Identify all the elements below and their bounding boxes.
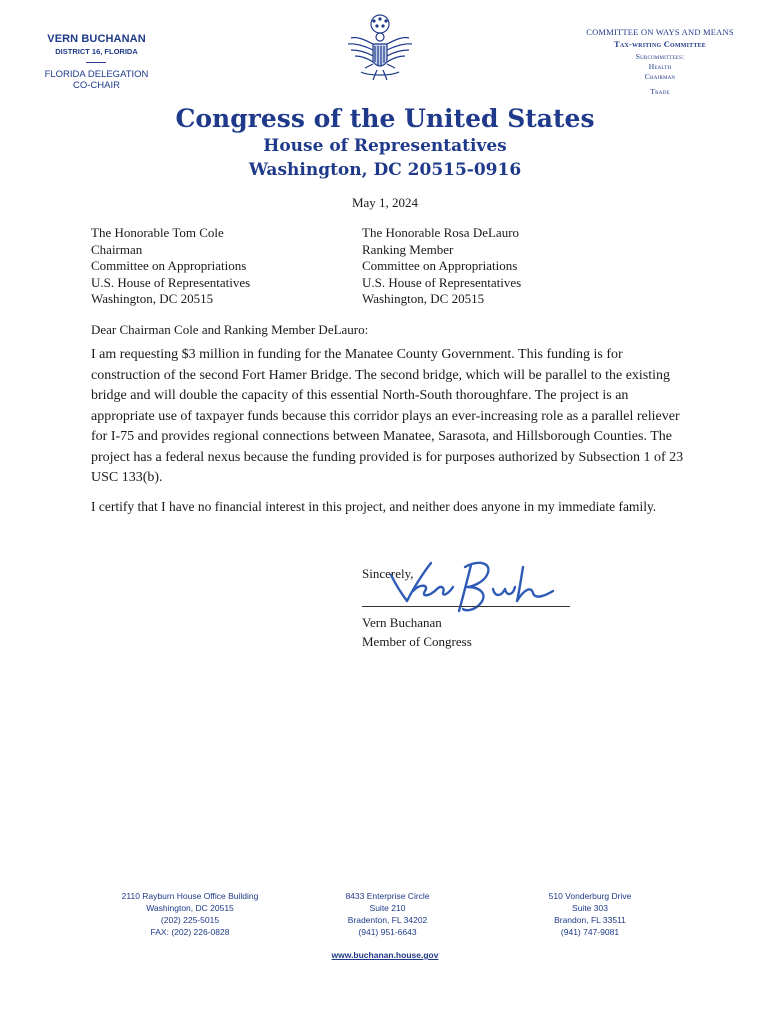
address-line: Committee on Appropriations — [91, 258, 247, 273]
subcommittee-health — [560, 62, 760, 82]
letter-date: May 1, 2024 — [351, 195, 419, 210]
delegation-role — [0, 69, 193, 91]
signature-line — [362, 606, 570, 607]
subcommittee-health-role: Chairman — [644, 72, 676, 81]
recipient-address-2 — [362, 225, 521, 308]
great-seal-eagle-icon — [343, 10, 417, 86]
member-district: DISTRICT 16, FLORIDA — [55, 47, 138, 56]
address-line: The Honorable Tom Cole — [91, 225, 224, 240]
delegation-line1: FLORIDA DELEGATION — [44, 69, 149, 80]
closing: Sincerely, — [362, 566, 414, 581]
footer-line: 8433 Enterprise Circle — [345, 891, 430, 901]
footer-line: FAX: (202) 226-0828 — [150, 927, 230, 937]
address-line: U.S. House of Representatives — [362, 274, 522, 290]
footer-line: Suite 210 — [369, 903, 406, 913]
address-line: Ranking Member — [362, 241, 454, 257]
member-name: VERN BUCHANAN — [47, 33, 146, 45]
letterhead-city: Washington, DC 20515-0916 — [248, 160, 522, 180]
footer-line: 510 Vonderburg Drive — [548, 891, 632, 901]
subcommittee-trade: Trade — [650, 87, 670, 96]
delegation-line2: CO-CHAIR — [73, 80, 120, 91]
footer-line: Bradenton, FL 34202 — [347, 915, 428, 925]
recipient-address-1 — [91, 225, 250, 308]
footer-line: Washington, DC 20515 — [146, 903, 234, 913]
address-line: The Honorable Rosa DeLauro — [362, 225, 520, 240]
address-line: Washington, DC 20515 — [91, 291, 214, 306]
footer-line: Suite 303 — [572, 903, 608, 913]
footer-line: (941) 951-6643 — [358, 927, 417, 937]
address-line: Washington, DC 20515 — [362, 291, 485, 306]
body-paragraph-certification: I certify that I have no financial interest in this project, and neither does anyone in my immediate family. — [91, 499, 657, 514]
subcommittees-label: Subcommittees: — [635, 52, 685, 61]
subcommittee-health-name: Health — [648, 62, 672, 71]
salutation: Dear Chairman Cole and Ranking Member DeLauro: — [91, 322, 369, 337]
signer-title: Member of Congress — [362, 634, 472, 649]
footer-line: 2110 Rayburn House Office Building — [121, 891, 259, 901]
footer-line: Brandon, FL 33511 — [554, 915, 626, 925]
body-paragraph-request: I am requesting $3 million in funding for the Manatee County Government. This funding is for construction of the second Fort Hamer Bridge. The second bridge, which will be parallel to the existing bridge and will double the capacity of this essential North-South thoroughfare. The project is an appropriate use of taxpayer funds because this corridor plays an ever-increasing role as a parallel reliever for I-75 and provides regional connections between Manatee, Sarasota, and Hillsborough Counties. The project has a federal nexus because the funding provided is for purposes authorized by Subsection 1 of 23 USC 133(b). — [91, 347, 684, 485]
address-line: U.S. House of Representatives — [91, 274, 251, 290]
committee-subtitle: Tax-writing Committee — [614, 39, 706, 49]
committee-name: COMMITTEE ON WAYS AND MEANS — [586, 27, 734, 37]
letterhead-house: House of Representatives — [263, 136, 507, 156]
signer-name: Vern Buchanan — [362, 615, 442, 630]
header-divider — [86, 62, 106, 63]
footer-office-brandon — [510, 890, 670, 938]
address-line: Committee on Appropriations — [362, 258, 518, 273]
handwritten-signature — [383, 553, 573, 618]
footer-office-bradenton — [305, 890, 470, 938]
footer-line: (202) 225-5015 — [160, 915, 220, 925]
footer-office-washington — [100, 890, 280, 938]
address-line: Chairman — [91, 241, 143, 257]
letterhead-title: Congress of the United States — [175, 104, 595, 133]
website-link[interactable]: www.buchanan.house.gov — [331, 950, 439, 960]
footer-line: (941) 747-9081 — [560, 927, 620, 937]
